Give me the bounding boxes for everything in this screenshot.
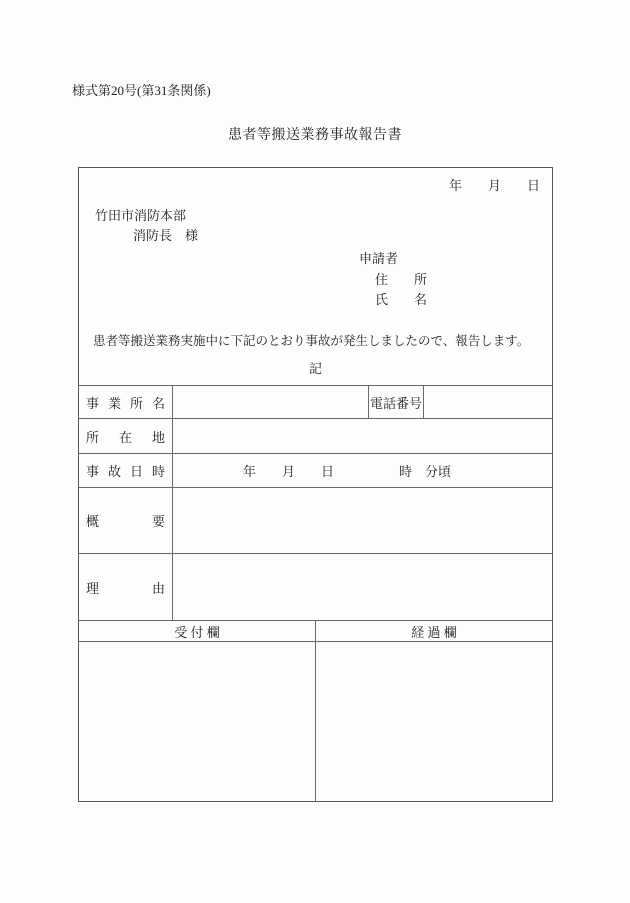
accident-datetime-field: 年 月 日 時 分頃 xyxy=(243,464,452,479)
addressee-org: 竹田市消防本部 xyxy=(95,208,187,223)
summary-label-cell xyxy=(79,488,173,553)
summary-row xyxy=(79,487,552,553)
record-heading: 記 xyxy=(308,361,322,376)
phone-label: 電話番号 xyxy=(369,395,422,411)
accident-datetime-label-cell xyxy=(79,454,173,487)
phone-field xyxy=(424,386,552,418)
form-number: 様式第20号(第31条関係) xyxy=(72,83,211,98)
form-table xyxy=(79,385,552,801)
applicant-label: 申請者 xyxy=(359,251,399,266)
bottom-header-row xyxy=(79,620,552,641)
reception-column-header: 受 付 欄 xyxy=(79,621,316,641)
document-title: 患者等搬送業務事故報告書 xyxy=(228,128,402,143)
reason-field xyxy=(173,554,552,620)
date-line: 年 月 日 xyxy=(448,178,540,193)
reception-field xyxy=(79,642,316,801)
applicant-address-label: 住 所 xyxy=(375,272,428,287)
location-row xyxy=(79,418,552,453)
progress-column-header: 経 過 欄 xyxy=(411,624,457,640)
reason-label: 理由 xyxy=(86,580,165,596)
report-statement: 患者等搬送業務実施中に下記のとおり事故が発生しましたので、報告します。 xyxy=(93,334,530,348)
location-label-cell xyxy=(79,419,173,453)
summary-field xyxy=(173,488,552,553)
addressee-title: 消防長 様 xyxy=(133,228,199,243)
office-name-label: 事業所名 xyxy=(86,395,165,411)
office-name-field xyxy=(173,386,369,418)
reason-label-cell xyxy=(79,554,173,620)
office-name-label-cell xyxy=(79,386,173,418)
summary-label: 概要 xyxy=(86,514,165,529)
office-name-row xyxy=(79,386,552,418)
reason-row xyxy=(79,553,552,620)
phone-label-cell xyxy=(369,386,424,418)
accident-datetime-row xyxy=(79,453,552,487)
location-label: 所在地 xyxy=(86,429,165,445)
applicant-name-label: 氏 名 xyxy=(375,292,428,307)
report-form-box xyxy=(78,167,553,802)
accident-datetime-label: 事故日時 xyxy=(86,464,165,479)
progress-field xyxy=(316,642,552,801)
location-field xyxy=(173,419,552,453)
bottom-fields-row xyxy=(79,641,552,801)
